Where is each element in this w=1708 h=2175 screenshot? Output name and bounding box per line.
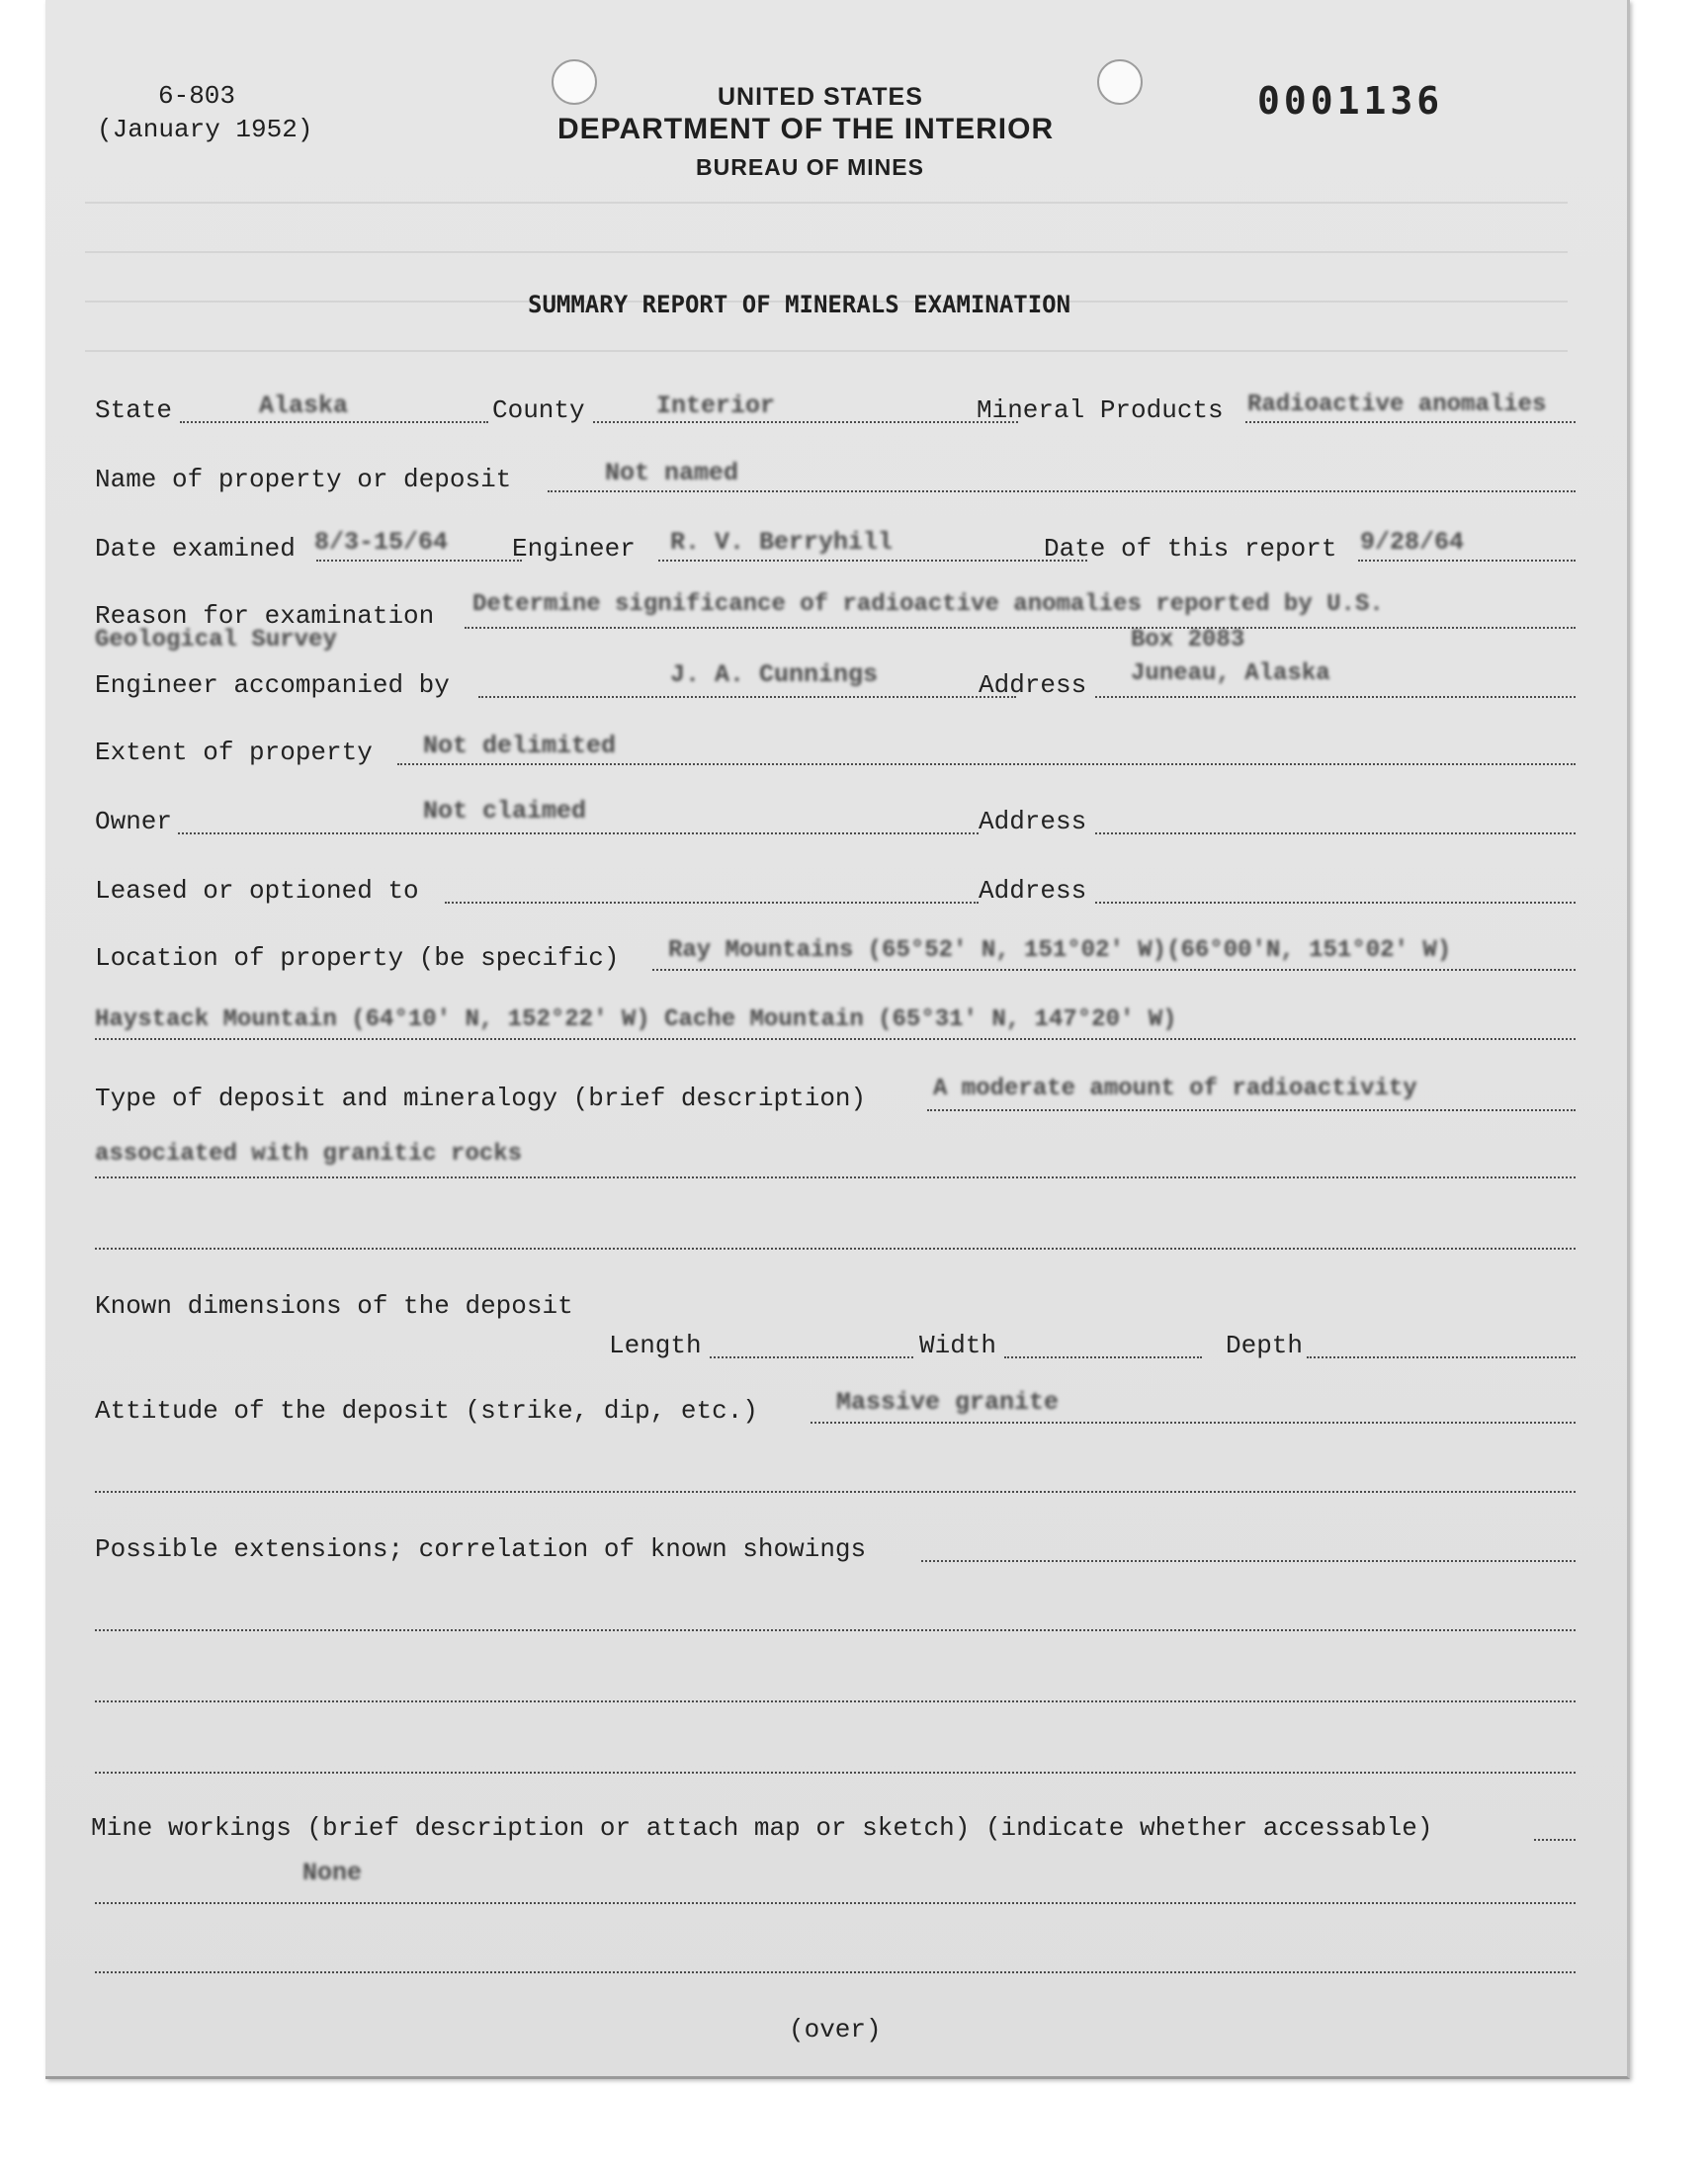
property-name-value: Not named (605, 459, 739, 487)
workings-value: None (302, 1859, 363, 1887)
length-label: Length (609, 1331, 702, 1360)
form-title: SUMMARY REPORT OF MINERALS EXAMINATION (528, 291, 1071, 318)
location-value-line1: Ray Mountains (65°52' N, 151°02' W)(66°00'N, 151°02' W) (668, 937, 1452, 964)
deposit-type-label: Type of deposit and mineralogy (brief description) (95, 1084, 867, 1113)
workings-label: Mine workings (brief description or attach map or sketch) (indicate whether accessable) (91, 1813, 1433, 1843)
leased-label: Leased or optioned to (95, 876, 419, 906)
attitude-label: Attitude of the deposit (strike, dip, etc.) (95, 1396, 758, 1426)
state-value: Alaska (259, 392, 349, 420)
bleed-through (85, 168, 1568, 366)
location-label: Location of property (be specific) (95, 943, 620, 973)
mineral-products-value: Radioactive anomalies (1247, 392, 1547, 418)
county-label: County (492, 395, 585, 425)
location-value-line2: Haystack Mountain (64°10' N, 152°22' W) Cache Mountain (65°31' N, 147°20' W) (95, 1006, 1177, 1033)
date-examined-value: 8/3-15/64 (314, 528, 449, 557)
deposit-type-value-line2: associated with granitic rocks (95, 1141, 523, 1168)
engineer-label: Engineer (512, 534, 636, 564)
owner-address-label: Address (979, 807, 1087, 836)
mineral-products-label: Mineral Products (977, 395, 1224, 425)
date-of-report-label: Date of this report (1044, 534, 1337, 564)
deposit-type-value-line1: A moderate amount of radioactivity (933, 1076, 1417, 1102)
accompanied-address-label: Address (979, 670, 1087, 700)
reason-value-line1: Determine significance of radioactive anomalies reported by U.S. (472, 591, 1384, 618)
accompanied-address-value-line2: Juneau, Alaska (1131, 660, 1330, 687)
agency-heading: UNITED STATES (718, 83, 923, 111)
extent-value: Not delimited (423, 732, 617, 760)
form-number: 6-803 (158, 81, 236, 111)
extensions-label: Possible extensions; correlation of known showings (95, 1534, 867, 1564)
punch-hole-right (1097, 59, 1143, 105)
punch-hole-left (552, 59, 597, 105)
page-footer-over: (over) (789, 2015, 882, 2044)
document-number-stamp: 0001136 (1257, 79, 1444, 123)
reason-value-line2: Geological Survey (95, 627, 337, 653)
date-of-report-value: 9/28/64 (1360, 528, 1465, 557)
attitude-value: Massive granite (836, 1388, 1060, 1417)
state-label: State (95, 395, 173, 425)
county-value: Interior (656, 392, 776, 420)
extent-label: Extent of property (95, 738, 373, 767)
form-sheet (45, 0, 1630, 2079)
accompanied-address-value-line1: Box 2083 (1131, 627, 1245, 653)
reason-label: Reason for examination (95, 601, 435, 631)
department-heading: DEPARTMENT OF THE INTERIOR (557, 113, 1055, 145)
owner-value: Not claimed (423, 797, 587, 826)
owner-label: Owner (95, 807, 173, 836)
dimensions-label: Known dimensions of the deposit (95, 1291, 573, 1321)
property-name-label: Name of property or deposit (95, 465, 512, 494)
bureau-heading: BUREAU OF MINES (696, 154, 924, 180)
accompanied-by-label: Engineer accompanied by (95, 670, 450, 700)
engineer-value: R. V. Berryhill (670, 528, 894, 557)
date-examined-label: Date examined (95, 534, 296, 564)
width-label: Width (919, 1331, 997, 1360)
depth-label: Depth (1226, 1331, 1304, 1360)
form-date: (January 1952) (97, 115, 313, 144)
accompanied-by-value: J. A. Cunnings (670, 660, 879, 689)
leased-address-label: Address (979, 876, 1087, 906)
